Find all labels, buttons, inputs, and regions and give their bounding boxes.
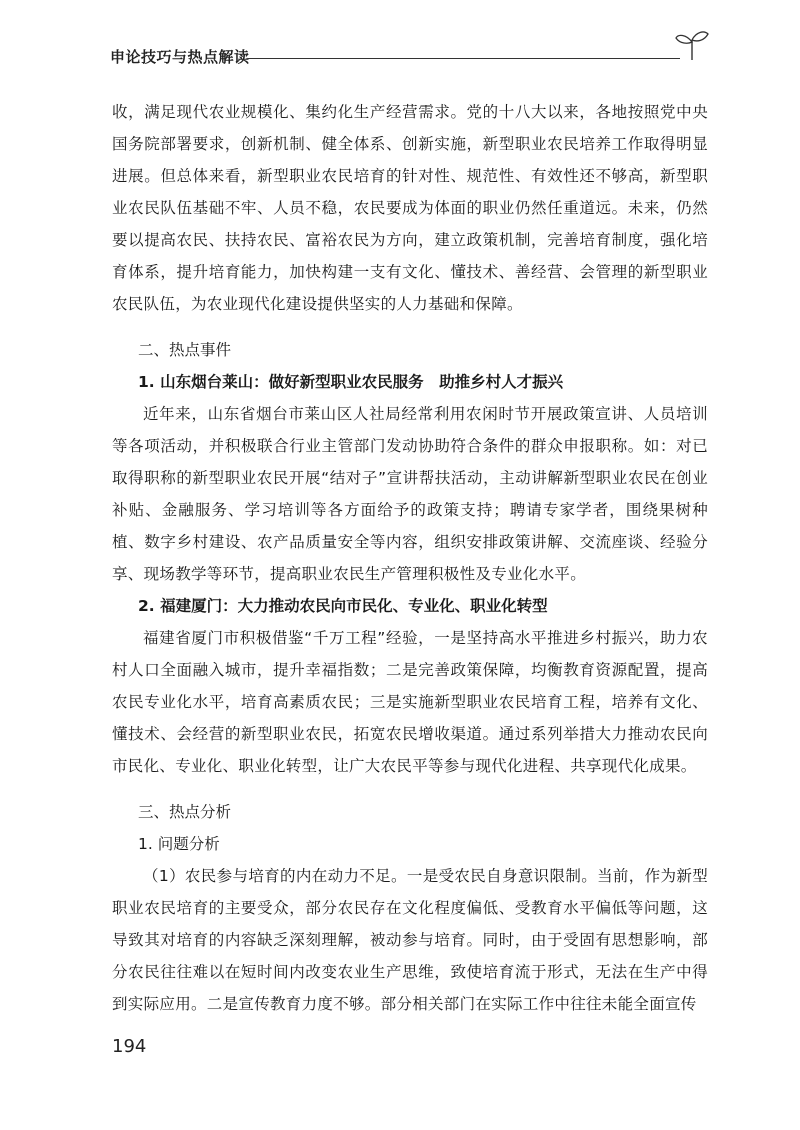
analysis-paragraph: （1）农民参与培育的内在动力不足。一是受农民自身意识限制。当前，作为新型职业农民培育的主要受众，部分农民存在文化程度偏低、受教育水平偏低等问题，这导致其对培育的内容缺乏深刻理解，被动参与培育。同时，由于受固有思想影响，部分农民往往难以在短时间内改变农业生产思维，致使培育流于形式，无法在生产中得到实际应用。二是宣传教育力度不够。部分相关部门在实际工作中往往未能全面宣传	[112, 867, 708, 1013]
header-rule	[248, 58, 680, 59]
section-heading-hot-events: 二、热点事件	[138, 341, 232, 359]
event1-heading: 1. 山东烟台莱山：做好新型职业农民服务 助推乡村人才振兴	[138, 373, 564, 391]
page-body	[112, 96, 708, 1020]
running-header-title: 申论技巧与热点解读	[110, 48, 250, 66]
section-heading-hot-analysis: 三、热点分析	[138, 803, 232, 821]
page-number: 194	[112, 1036, 147, 1057]
analysis-subheading: 1. 问题分析	[138, 835, 220, 853]
event2-heading: 2. 福建厦门：大力推动农民向市民化、专业化、职业化转型	[138, 597, 548, 615]
intro-paragraph: 收，满足现代农业规模化、集约化生产经营需求。党的十八大以来，各地按照党中央国务院部署要求，创新机制、健全体系、创新实施，新型职业农民培养工作取得明显进展。但总体来看，新型职业农民培育的针对性、规范性、有效性还不够高，新型职业农民队伍基础不牢、人员不稳，农民要成为体面的职业仍然任重道远。未来，仍然要以提高农民、扶持农民、富裕农民为方向，建立政策机制，完善培育制度，强化培育体系，提升培育能力，加快构建一支有文化、懂技术、善经营、会管理的新型职业农民队伍，为农业现代化建设提供坚实的人力基础和保障。	[112, 103, 708, 313]
event2-paragraph: 福建省厦门市积极借鉴“千万工程”经验，一是坚持高水平推进乡村振兴，助力农村人口全面融入城市，提升幸福指数；二是完善政策保障，均衡教育资源配置，提高农民专业化水平，培育高素质农民；三是实施新型职业农民培育工程，培养有文化、懂技术、会经营的新型职业农民，拓宽农民增收渠道。通过系列举措大力推动农民向市民化、专业化、职业化转型，让广大农民平等参与现代化进程、共享现代化成果。	[112, 629, 708, 775]
sprout-icon	[672, 28, 712, 62]
event1-paragraph: 近年来，山东省烟台市莱山区人社局经常利用农闲时节开展政策宣讲、人员培训等各项活动，并积极联合行业主管部门发动协助符合条件的群众申报职称。如：对已取得职称的新型职业农民开展“结对子”宣讲帮扶活动，主动讲解新型职业农民在创业补贴、金融服务、学习培训等各方面给予的政策支持；聘请专家学者，围绕果树种植、数字乡村建设、农产品质量安全等内容，组织安排政策讲解、交流座谈、经验分享、现场教学等环节，提高职业农民生产管理积极性及专业化水平。	[112, 405, 708, 583]
